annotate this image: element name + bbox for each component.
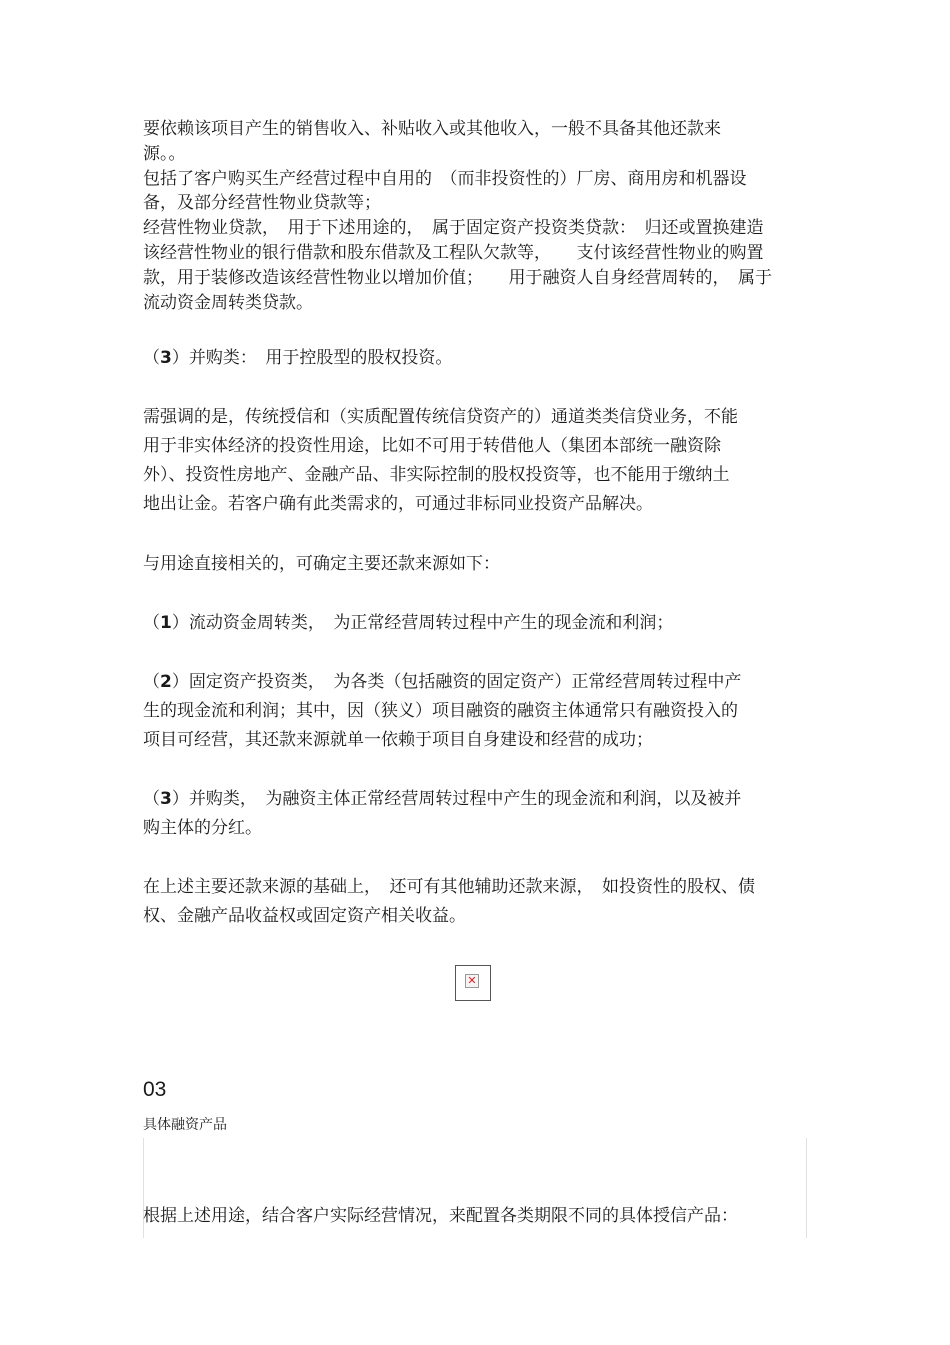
auxiliary-text-line: 在上述主要还款来源的基础上， 还可有其他辅助还款来源， 如投资性的股权、债	[143, 877, 755, 897]
item-text: 并购类， 为融资主体正常经营周转过程中产生的现金流和利润，以及被并	[188, 789, 742, 809]
auxiliary-text-line: 权、金融产品收益权或固定资产相关收益。	[143, 906, 466, 926]
repayment-item: （2）固定资产投资类， 为各类（包括融资的固定资产）正常经营周转过程中产	[143, 672, 742, 692]
body-text-line: 流动资金周转类贷款。	[143, 293, 313, 313]
section-number: 03	[143, 1078, 167, 1101]
item-text: 并购类： 用于控股型的股权投资。	[188, 348, 453, 368]
broken-image-glyph: ✕	[465, 974, 479, 988]
repayment-item: （1）流动资金周转类， 为正常经营周转过程中产生的现金流和利润；	[143, 613, 674, 633]
item-number: 2	[160, 672, 172, 692]
emphasis-text-line: 用于非实体经济的投资性用途，比如不可用于转借他人（集团本部统一融资除	[143, 436, 721, 456]
repayment-item-line: 购主体的分红。	[143, 818, 262, 838]
body-text-line: 款，用于装修改造该经营性物业以增加价值； 用于融资人自身经营周转的， 属于	[143, 268, 772, 288]
emphasis-text-line: 外）、投资性房地产、金融产品、非实际控制的股权投资等，也不能用于缴纳土	[143, 465, 730, 485]
item-number: 3	[160, 789, 172, 809]
emphasis-text-line: 地出让金。若客户确有此类需求的，可通过非标同业投资产品解决。	[143, 494, 653, 514]
repayment-item-line: 生的现金流和利润；其中，因（狭义）项目融资的融资主体通常只有融资投入的	[143, 701, 738, 721]
body-text-line: 备，及部分经营性物业贷款等；	[143, 193, 381, 213]
repayment-intro: 与用途直接相关的，可确定主要还款来源如下：	[143, 554, 500, 574]
closing-text-line: 根据上述用途，结合客户实际经营情况，来配置各类期限不同的具体授信产品：	[143, 1206, 738, 1226]
broken-image-icon	[455, 965, 491, 1001]
body-text-line: 包括了客户购买生产经营过程中自用的 （而非投资性的）厂房、商用房和机器设	[143, 169, 747, 189]
body-text-line: 该经营性物业的银行借款和股东借款及工程队欠款等， 支付该经营性物业的购置	[143, 243, 764, 263]
item-number: 1	[160, 613, 172, 633]
section-title: 具体融资产品	[143, 1117, 227, 1133]
body-text-line: 源。。	[143, 144, 186, 164]
body-text-line: 经营性物业贷款， 用于下述用途的， 属于固定资产投资类贷款： 归还或置换建造	[143, 218, 764, 238]
emphasis-text-line: 需强调的是，传统授信和（实质配置传统信贷资产的）通道类类信贷业务，不能	[143, 407, 738, 427]
item-number: 3	[160, 348, 172, 368]
item-text: 固定资产投资类， 为各类（包括融资的固定资产）正常经营周转过程中产	[188, 672, 742, 692]
item-text: 流动资金周转类， 为正常经营周转过程中产生的现金流和利润；	[188, 613, 674, 633]
repayment-item-line: 项目可经营，其还款来源就单一依赖于项目自身建设和经营的成功；	[143, 730, 653, 750]
repayment-item: （3）并购类， 为融资主体正常经营周转过程中产生的现金流和利润，以及被并	[143, 789, 742, 809]
body-text-line: 要依赖该项目产生的销售收入、补贴收入或其他收入，一般不具备其他还款来	[143, 119, 721, 139]
right-divider	[806, 1138, 807, 1238]
acquisition-usage-item: （3）并购类： 用于控股型的股权投资。	[143, 348, 453, 368]
